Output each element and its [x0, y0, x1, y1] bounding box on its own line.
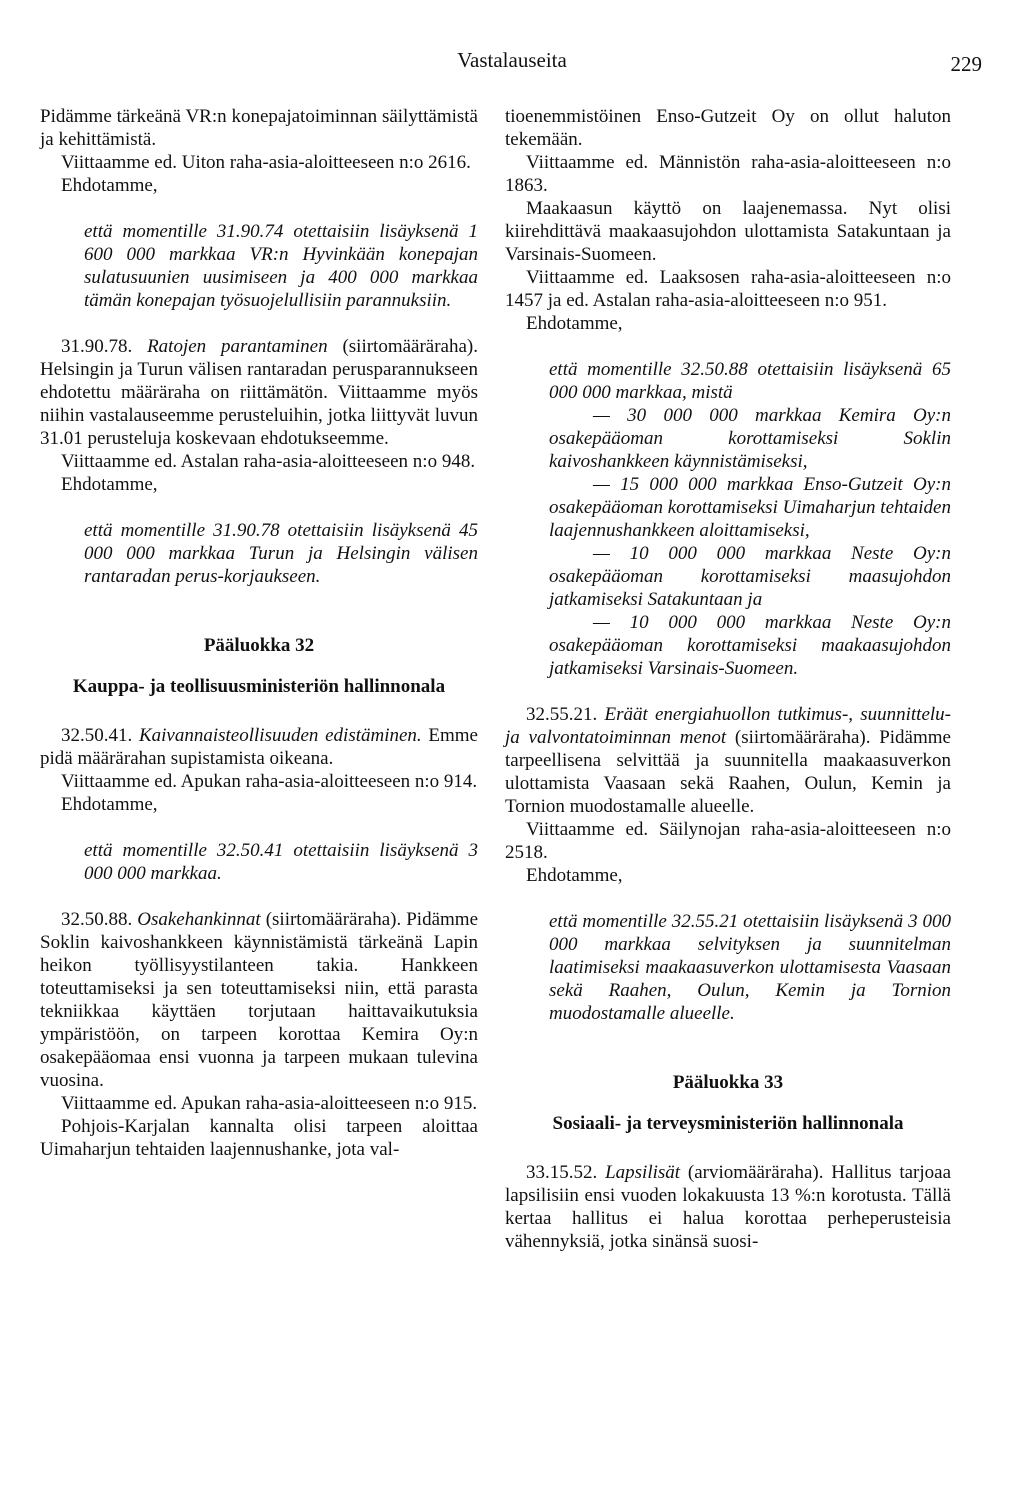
paragraph: Maakaasun käyttö on laajenemassa. Nyt olisi kiirehdittävä maakaasujohdon ulottamista Satakuntaan ja Varsinais-Suomeen. — [505, 198, 951, 265]
proposal-text: että momentille 32.55.21 otettaisiin lisäyksenä 3 000 000 markkaa selvityksen ja suunnitelman laatimiseksi maakaasuverkon ulottamisesta Vaasaan sekä Raahen, Oulun, Kemin ja Tornion muodostamalle alueelle. — [549, 911, 951, 1024]
paragraph — [505, 703, 951, 818]
paragraph: Ehdotamme, — [526, 865, 623, 886]
paragraph: Pidämme tärkeänä VR:n konepajatoiminnan säilyttämistä ja kehittämistä. — [40, 106, 478, 150]
item-code: 33.15.52. — [526, 1162, 598, 1183]
item-text: (arviomääräraha). Hallitus tarjoaa lapsilisiin ensi vuoden lokakuusta 13 %:n korotusta. Tällä kertaa hallitus ei halua korottaa perheperusteisia vähennyksiä, jotka sinänsä suosi- — [505, 1162, 951, 1252]
item-text: (siirtomääräraha). Pidämme Soklin kaivoshankkeen käynnistämistä tärkeänä Lapin heikon työllisyystilanteen takia. Hankkeen toteuttamiseksi ja sen toteuttamiseksi niin, että parasta tekniikkaa käyttäen torjutaan haittavaikutuksia ympäristöön, on tarpeen korottaa Kemira Oy:n osakepääomaa ensi vuonna ja tarpeen mukaan tulevina vuosina. — [40, 909, 478, 1091]
proposal-item: — 30 000 000 markkaa Kemira Oy:n osakepääoman korottamiseksi Soklin kaivoshankkeen käynnistämiseksi, — [549, 405, 951, 472]
left-column — [40, 105, 478, 1161]
paragraph: Viittaamme ed. Apukan raha-asia-aloitteeseen n:o 914. — [61, 771, 478, 792]
proposal-block — [505, 910, 951, 1025]
paragraph — [40, 335, 478, 450]
proposal-text: että momentille 32.50.88 otettaisiin lisäyksenä 65 000 000 markkaa, mistä — [549, 359, 951, 403]
running-header: Vastalauseita — [457, 48, 567, 72]
section-title: Kauppa- ja teollisuusministeriön hallinnonala — [72, 676, 446, 697]
section-title: Sosiaali- ja terveysministeriön hallinnonala — [552, 1113, 904, 1134]
paragraph: Viittaamme ed. Astalan raha-asia-aloitteeseen n:o 948. — [61, 451, 476, 472]
item-code: 32.50.41. — [61, 725, 133, 746]
item-title: Kaivannaisteollisuuden edistäminen. — [138, 725, 422, 746]
proposal-block — [40, 519, 478, 588]
proposal-text: että momentille 31.90.78 otettaisiin lisäyksenä 45 000 000 markkaa Turun ja Helsingin välisen rantaradan perus-korjaukseen. — [84, 520, 478, 587]
item-title: Ratojen parantaminen — [147, 336, 328, 357]
paragraph: Viittaamme ed. Laaksosen raha-asia-aloitteeseen n:o 1457 ja ed. Astalan raha-asia-aloitteeseen n:o 951. — [505, 267, 951, 311]
item-text: (siirtomääräraha). Helsingin ja Turun välisen rantaradan perusparannukseen ehdotettu määräraha on riittämätön. Viittaamme myös niihin vastalauseemme perusteluihin, jotka liittyvät luvun 31.01 perusteluja koskevaan ehdotukseemme. — [40, 336, 478, 449]
section-number: Pääluokka 33 — [672, 1072, 784, 1093]
proposal-item: — 10 000 000 markkaa Neste Oy:n osakepääoman korottamiseksi maakaasujohdon jatkamiseksi Varsinais-Suomeen. — [549, 612, 951, 679]
section-number: Pääluokka 32 — [203, 635, 315, 656]
paragraph: Viittaamme ed. Männistön raha-asia-aloitteeseen n:o 1863. — [505, 152, 951, 196]
item-title: Lapsilisät — [605, 1162, 681, 1183]
paragraph: Viittaamme ed. Säilynojan raha-asia-aloitteeseen n:o 2518. — [505, 819, 951, 863]
proposal-block — [40, 220, 478, 312]
paragraph: Ehdotamme, — [526, 313, 623, 334]
paragraph: Ehdotamme, — [61, 474, 158, 495]
proposal-block — [40, 839, 478, 885]
paragraph: Ehdotamme, — [61, 175, 158, 196]
proposal-item: — 10 000 000 markkaa Neste Oy:n osakepääoman korottamiseksi maasujohdon jatkamiseksi Satakuntaan ja — [549, 543, 951, 610]
item-text: Emme pidä määrärahan supistamista oikeana. — [40, 725, 478, 769]
paragraph: Viittaamme ed. Uiton raha-asia-aloitteeseen n:o 2616. — [61, 152, 471, 173]
paragraph: Viittaamme ed. Apukan raha-asia-aloitteeseen n:o 915. — [61, 1093, 478, 1114]
page-number: 229 — [950, 52, 982, 76]
paragraph — [40, 908, 478, 1092]
item-code: 32.50.88. — [61, 909, 133, 930]
item-text: (siirtomääräraha). Pidämme tarpeellisena selvittää ja suunnitella maakaasuverkon ulottamista Vaasaan sekä Raahen, Oulun, Kemin ja Tornion muodostamalle alueelle. — [505, 727, 951, 817]
proposal-item: — 15 000 000 markkaa Enso-Gutzeit Oy:n osakepääoman korottamiseksi Uimaharjun tehtaiden laajennushankkeen aloittamiseksi, — [549, 474, 951, 541]
item-code: 32.55.21. — [526, 704, 598, 725]
item-code: 31.90.78. — [61, 336, 133, 357]
paragraph — [505, 1161, 951, 1253]
proposal-text: että momentille 32.50.41 otettaisiin lisäyksenä 3 000 000 markkaa. — [84, 840, 478, 884]
item-title: Osakehankinnat — [137, 909, 261, 930]
proposal-block — [505, 358, 951, 680]
proposal-text: että momentille 31.90.74 otettaisiin lisäyksenä 1 600 000 markkaa VR:n Hyvinkään konepajan sulatusuunien uusimiseen ja 400 000 markkaa tämän konepajan työsuojelullisiin parannuksiin. — [84, 221, 478, 311]
right-column — [505, 105, 951, 1253]
paragraph: Pohjois-Karjalan kannalta olisi tarpeen aloittaa Uimaharjun tehtaiden laajennushanke, jota val- — [40, 1116, 478, 1160]
item-title: Eräät energiahuollon tutkimus-, suunnittelu- ja valvontatoiminnan menot — [505, 704, 952, 748]
paragraph: tioenemmistöinen Enso-Gutzeit Oy on ollut haluton tekemään. — [505, 106, 951, 150]
paragraph: Ehdotamme, — [61, 794, 158, 815]
paragraph — [40, 724, 478, 770]
